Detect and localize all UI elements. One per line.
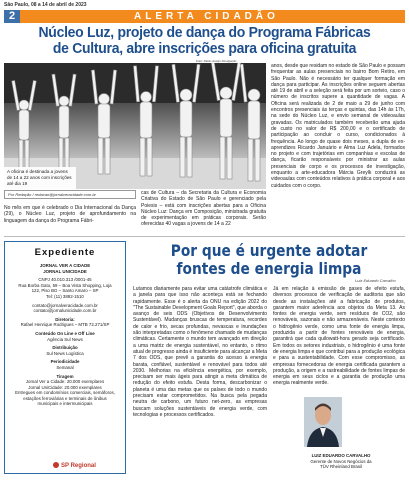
author-signature (276, 453, 406, 470)
article1-column-mid: cas de Cultura – da Secretaria da Cultura e Economia Criativa do Estado de São Paulo e gerenciado pela Poiesis – está com inscrições abertas para a Oficina Núcleo Luz: Dança em Composição, ministrada gratuita de experimentação em práticas corporais. Serão oferecidas 40 vagas a jovens de 14 a 22 (141, 190, 266, 228)
section-header (4, 10, 405, 23)
section-title: ALERTA CIDADÃO (134, 11, 279, 22)
article1-column-left: No mês em que é celebrado o Dia Internacional da Dança (29), o Núcleo Luz, projeto de aprofundamento na linguagem da dança do Programa Fábri- (4, 205, 136, 224)
author-role-line2: TÜV Rheinland Brasil (320, 464, 362, 470)
expediente-periodicity-label: Periodicidade (50, 359, 80, 365)
expediente-email1[interactable]: contato@jornalveracidade.com.br (32, 302, 98, 308)
article2-headline-line2: fontes de energia limpa (176, 258, 362, 278)
author-role-line1: Gerente de Novos Negócios da (310, 458, 372, 464)
article2-author-byline: Luiz Eduardo Carvalho (355, 278, 396, 283)
divider (4, 236, 405, 237)
sp-regional-logo-icon (53, 462, 59, 468)
expediente-title: Expediente (34, 247, 96, 258)
sp-regional-logo: SP Regional (53, 462, 96, 469)
expediente-circulation4: estações ferroviárias e terminais de ônibus (23, 395, 107, 401)
expediente-circulation-label: Tiragem (56, 373, 74, 379)
expediente-phone: Tel: (11) 3892-1510 (46, 293, 84, 299)
expediente-distribution-label: Distribuição (52, 345, 78, 351)
expediente-company: JORNAL UNICIDADE (43, 268, 87, 274)
article2-column-left: Lutamos diariamente para evitar uma catástrofe climática e a janela para que isso não aconteça está se fechando rapidamente. Esse é o alerta da ONU na edição 2022 do "The Sustainable Development Goals Report", que aborda o avanço de seis ODS (Objetivos de Desenvolvimento Sustentável). Mudanças bruscas de temperatura, recordes de calor e frio, secas profundas, nevascas e inundações são interpretadas como o fenômeno chamado de mudanças climáticas. Certamente o mundo tem avançado em direção a uma matriz de energia sustentável, no entanto, o ritmo atual de progresso ainda é insuficiente para alcançar a Meta 7 dos ODS, que prevê a garantia do acesso à energia barata, confiável, sustentável e renovável para todos até 2030. Melhorias na eficiência energética, por exemplo, precisam ser mais ágeis para atingir a meta climática de redução do efeito estufa. Desta forma, descarbonizar o planeta é uma das metas que os países de todo o mundo precisam estar comprometidos. Na busca pela pegada neutra de carbono, um futuro net-zero, as empresas buscam soluções sustentáveis de energia verde, com tecnologias e processos certificados. (133, 286, 267, 418)
article2-headline-line1: Por que é urgente adotar (170, 241, 368, 260)
expediente-address2: 122, Piso BG – Santo Amaro – SP (31, 288, 99, 294)
expediente-director: Rafael Henrique Rodrigues – MTB 72.271/SP (20, 322, 110, 328)
photo-credit: Foto: Pablo Araújo Divulgação (196, 59, 237, 63)
article1-headline-line1: Núcleo Luz, projeto de dança do Programa Fábricas (38, 24, 371, 41)
dance-photo[interactable] (4, 63, 266, 189)
article1-column-right: anos, desde que residam no estado de São Paulo e possam frequentar as aulas presenciais no bairro Bom Retiro, em São Paulo. Não é necessário ter qualquer formação em dança para participar. As inscrições online seguem abertas até 19 de abril e a seleção será feita por um sorteio, caso o número de inscritos supere a quantidade de vagas. A Oficina será realizada de 2 de maio a 29 de junho com encontros presenciais às terças e quintas, das 14h às 17h, na sede do Núcleo Luz, e envio semanal de videoaulas gravadas. Os matriculados também receberão uma ajuda de custo no valor de R$ 200,00 e o certificado de participação ao concluir o curso, condicionados à frequência. Ao longo de quase dois meses, a dupla de ex-aprendizes Ricardo Januário e Alma Luz Adela, formados no projeto e com trajetórias em companhias e escolas de dança, ficarão responsáveis por ministrar as aulas presenciais de corpo e os processos de investigação, enquanto a arte-educadora Márcia Greylk conduzirá as videoaulas com conteúdos relativos à prática corporal e aos cuidados com o corpo. (271, 63, 405, 189)
photo-caption: A oficina é destinada a jovens de 14 a 22 anos com inscrições até dia 19 (4, 167, 76, 189)
article2-headline[interactable] (152, 242, 386, 277)
expediente-circulation1: Jornal Ver a Cidade: 20.000 exemplares (25, 379, 105, 385)
expediente-content-label: Conteúdo On Line e Off Line (35, 330, 95, 336)
expediente-periodicity: Semanal (56, 364, 74, 370)
expediente-name: JORNAL VER A CIDADE (39, 263, 91, 268)
author-photo (304, 397, 342, 447)
expediente-address1: Rua Borba Gato, 59 – Boa Vista Shopping, Loja (18, 282, 112, 288)
expediente-cnpj: CNPJ 40.010.313 /0001-45 (38, 277, 92, 283)
expediente-circulation5: municipais e intermunicipais (37, 401, 93, 407)
expediente-circulation2: Jornal UniCidade: 20.000 exemplares (28, 384, 102, 390)
page-number: 2 (4, 10, 20, 23)
dateline: São Paulo, 08 a 14 de abril de 2023 (4, 2, 87, 8)
expediente-email2[interactable]: contato@jornalunicidade.com.br (33, 308, 97, 314)
article1-headline-line2: de Cultura, abre inscrições para oficina gratuita (52, 40, 357, 57)
article2-column-right: Já em relação à emissão de gases de efeito estufa, diversos processos de verificação de auditoria que são desde as instalações até a fabricação de produtos, garantem maior aderência aos objetos da Meta 13. As fontes de energia verde, sem resíduos de CO2, são renováveis, sazonais e não armazenáveis. Neste contexto o hidrogênio verde, como uma fonte de energia limpa, produzida a partir de fontes renováveis de energia, garantirá que cada quilowatt-hora gerado seja certificado. Em todos os setores industriais, o hidrogênio é uma fonte de energia limpa e que contribui para a produção ecológica e para a sustentabilidade. Com esse compromisso, as empresas fornecedoras de energia certificada garantem a produção, a origem e a rastreabilidade de fontes limpas de energia em seus ciclos e a garantia de produção uma energia realmente verde. (273, 286, 405, 387)
expediente-distribution: Sul News Logística (46, 350, 84, 356)
article1-headline[interactable] (20, 25, 389, 57)
author-name: LUIZ EDUARDO CARVALHO (311, 453, 371, 458)
byline-box: Por Redação / redacao@jornalveracidade.com.br (4, 190, 136, 199)
author-portrait-icon (304, 397, 342, 447)
expediente-box (4, 241, 126, 474)
expediente-content: Agência Sul News (47, 336, 83, 342)
expediente-circulation3: Entregues em condomínios comerciais, semáforos, (15, 390, 115, 396)
expediente-director-label: Diretoria: (55, 316, 75, 322)
